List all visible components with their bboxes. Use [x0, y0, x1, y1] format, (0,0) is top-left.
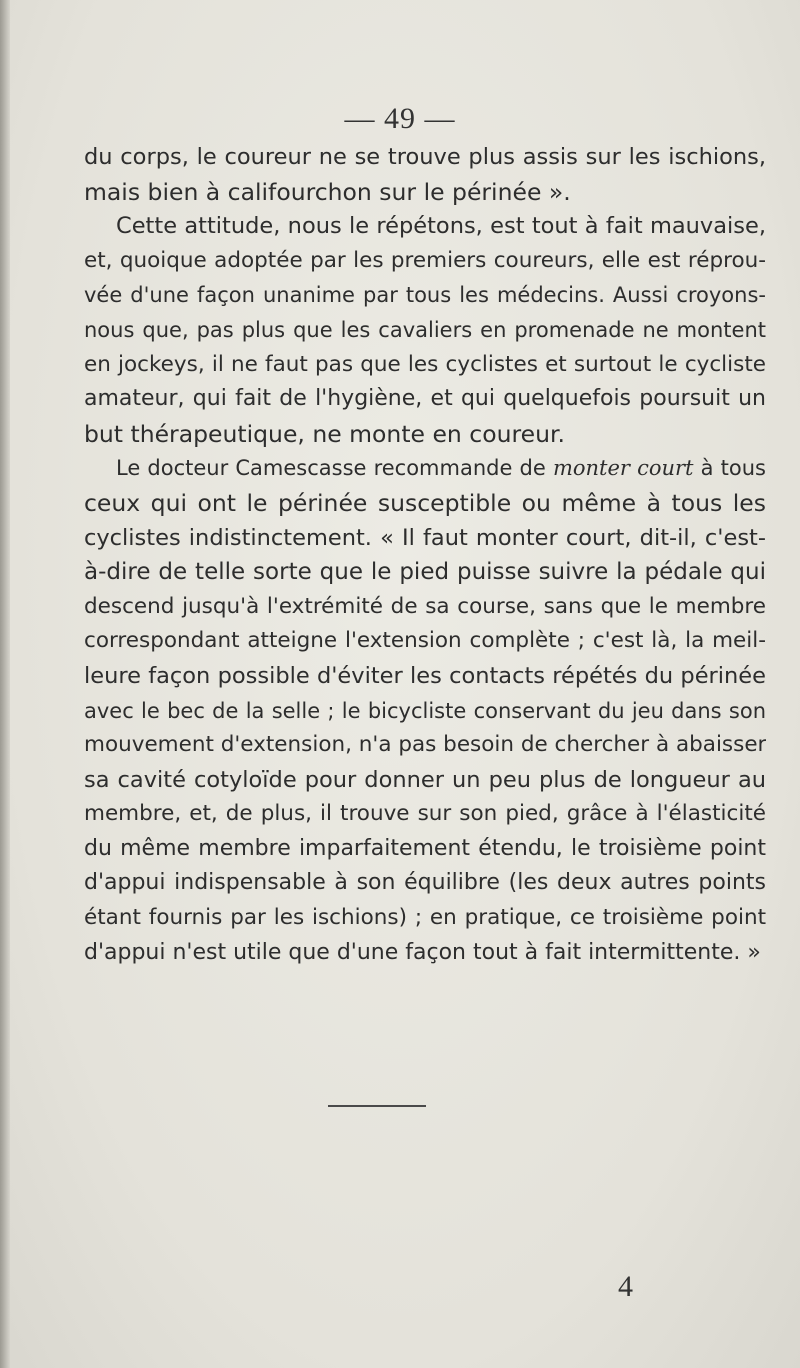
text-line: et, quoique adoptée par les premiers coureurs, elle est réprou- — [84, 247, 766, 273]
text-line: vée d'une façon unanime par tous les médecins. Aussi croyons- — [84, 283, 766, 308]
text-line: correspondant atteigne l'extension complète ; c'est là, la meil- — [84, 628, 766, 654]
text-line: nous que, pas plus que les cavaliers en promenade ne montent — [84, 317, 766, 342]
text-line: étant fournis par les ischions) ; en pratique, ce troisième point — [84, 905, 766, 931]
text-line: leure façon possible d'éviter les contacts répétés du périnée — [84, 662, 766, 689]
text-line: du corps, le coureur ne se trouve plus assis sur les ischions, — [84, 144, 766, 170]
signature-mark: 4 — [618, 1270, 633, 1303]
text-run: Le docteur Camescasse recommande de — [116, 456, 553, 481]
text-line: en jockeys, il ne faut pas que les cyclistes et surtout le cycliste — [84, 351, 766, 377]
page-number: — 49 — — [344, 102, 456, 135]
emphasis-run: monter court — [552, 456, 694, 481]
text-line: d'appui n'est utile que d'une façon tout à fait intermittente. » — [84, 939, 761, 965]
text-line: ceux qui ont le périnée susceptible ou même à tous les — [84, 488, 766, 517]
text-line: sa cavité cotyloïde pour donner un peu plus de longueur au — [84, 766, 766, 793]
text-line: à-dire de telle sorte que le pied puisse suivre la pédale qui — [84, 559, 766, 586]
text-line: amateur, qui fait de l'hygiène, et qui quelquefois poursuit un — [84, 386, 766, 412]
text-line: mouvement d'extension, n'a pas besoin de chercher à abaisser — [84, 732, 766, 758]
section-rule — [328, 1105, 426, 1107]
page-binding-shadow — [0, 0, 10, 1368]
text-line: descend jusqu'à l'extrémité de sa course, sans que le membre — [84, 593, 766, 619]
text-line: avec le bec de la selle ; le bicycliste conservant du jeu dans son — [84, 698, 766, 723]
text-line: cyclistes indistinctement. « Il faut monter court, dit-il, c'est- — [84, 524, 766, 551]
text-line: d'appui indispensable à son équilibre (les deux autres points — [84, 870, 766, 896]
text-line — [84, 451, 766, 486]
body-text — [84, 140, 766, 970]
text-line: du même membre imparfaitement étendu, le troisième point — [84, 835, 766, 861]
text-run: à tous — [693, 456, 766, 481]
text-line: but thérapeutique, ne monte en coureur. — [84, 419, 565, 448]
text-line: mais bien à califourchon sur le périnée ». — [84, 177, 571, 206]
text-line: membre, et, de plus, il trouve sur son pied, grâce à l'élasticité — [84, 801, 766, 827]
text-line: Cette attitude, nous le répétons, est tout à fait mauvaise, — [116, 213, 766, 240]
